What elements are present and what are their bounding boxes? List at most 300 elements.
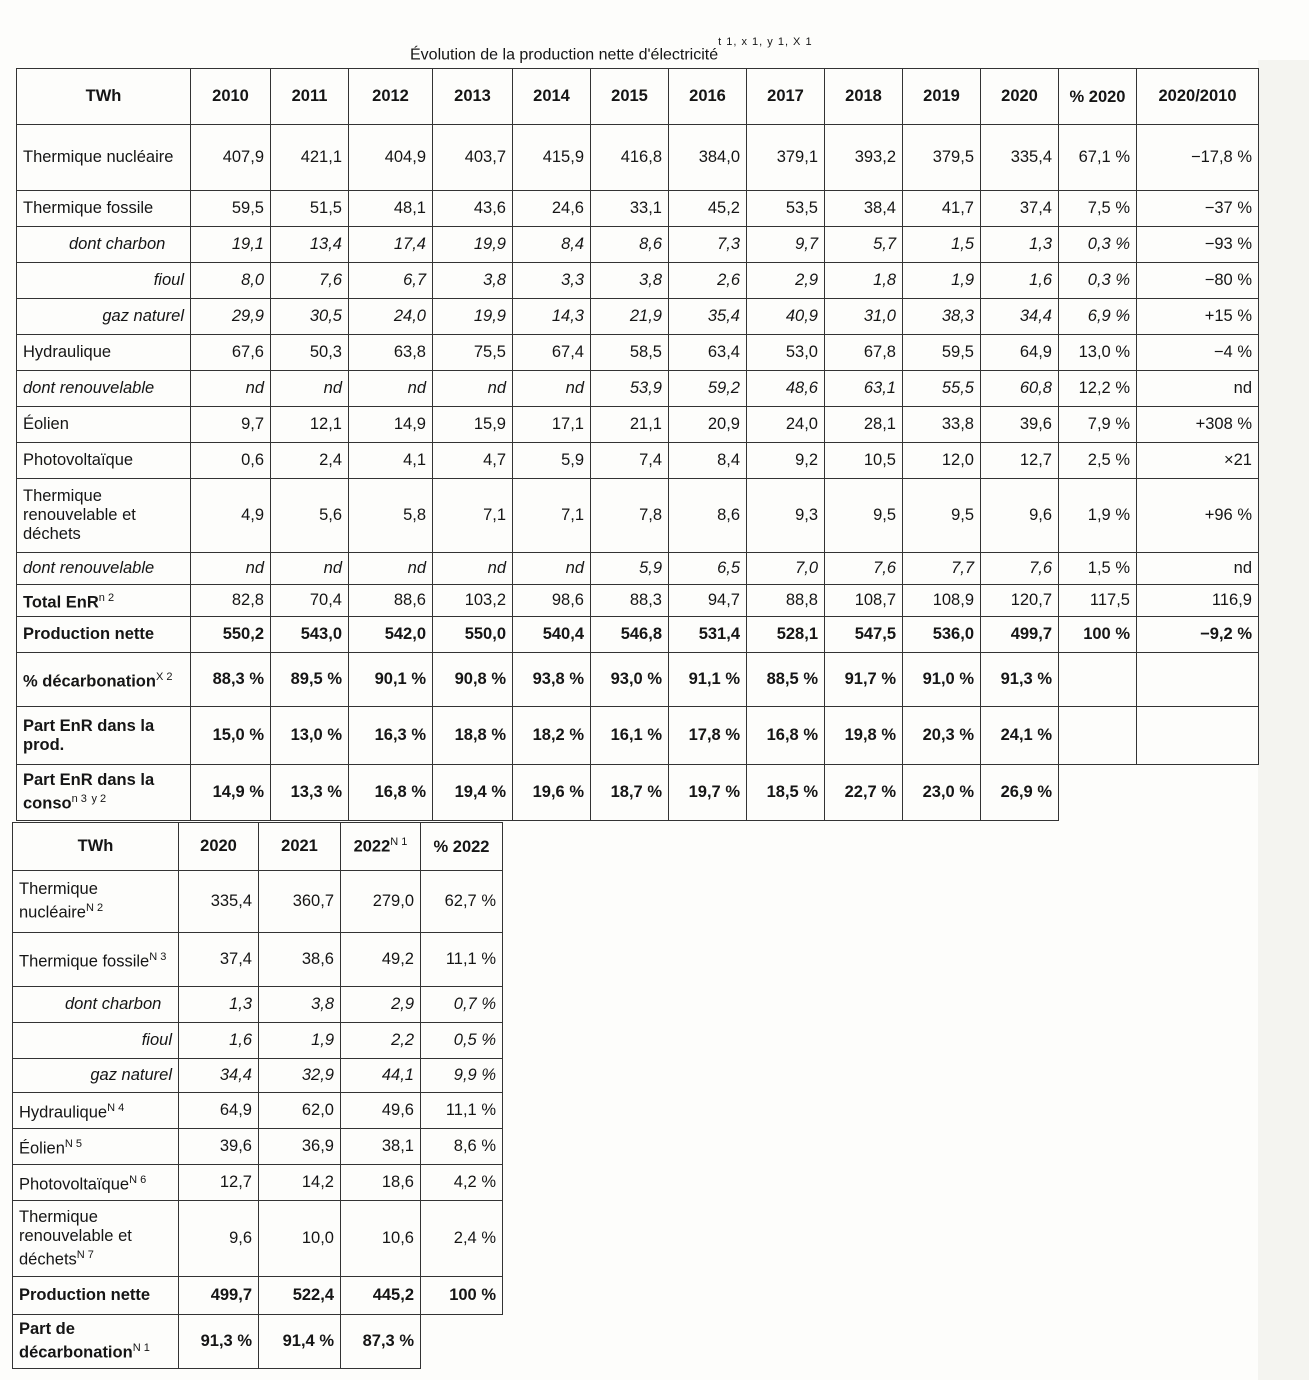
cell: nd — [433, 553, 513, 585]
cell: 28,1 — [825, 407, 903, 443]
cell: +308 % — [1137, 407, 1259, 443]
table-row — [17, 335, 1259, 371]
cell: 88,5 % — [747, 653, 825, 707]
cell: 10,5 — [825, 443, 903, 479]
cell: 528,1 — [747, 617, 825, 653]
cell: nd — [349, 553, 433, 585]
cell: 91,1 % — [669, 653, 747, 707]
cell: 59,5 — [903, 335, 981, 371]
row-label: gaz naturel — [17, 299, 191, 335]
cell: 21,1 — [591, 407, 669, 443]
blank-area — [1137, 765, 1259, 821]
col-header: 2016 — [669, 69, 747, 125]
cell: 1,5 % — [1059, 553, 1137, 585]
empty-cell — [421, 1315, 503, 1369]
table-row — [17, 191, 1259, 227]
cell: 88,6 — [349, 585, 433, 617]
cell: 43,6 — [433, 191, 513, 227]
cell: 49,6 — [341, 1093, 421, 1129]
cell: 20,3 % — [903, 707, 981, 765]
cell: 39,6 — [981, 407, 1059, 443]
table-row — [13, 1023, 503, 1059]
cell: nd — [1137, 371, 1259, 407]
table-row — [13, 933, 503, 987]
cell: +96 % — [1137, 479, 1259, 553]
cell: 93,8 % — [513, 653, 591, 707]
cell: 12,2 % — [1059, 371, 1137, 407]
cell: 63,8 — [349, 335, 433, 371]
cell: 379,1 — [747, 125, 825, 191]
cell: 0,3 % — [1059, 227, 1137, 263]
cell: 16,8 % — [747, 707, 825, 765]
cell: 41,7 — [903, 191, 981, 227]
row-label: Production nette — [13, 1277, 179, 1315]
cell: 9,7 — [747, 227, 825, 263]
cell: 51,5 — [271, 191, 349, 227]
cell: 7,6 — [981, 553, 1059, 585]
cell: 108,7 — [825, 585, 903, 617]
table-row — [13, 1165, 503, 1201]
cell: 421,1 — [271, 125, 349, 191]
row-note: N 1 — [132, 1342, 150, 1355]
cell: 1,3 — [179, 987, 259, 1023]
table-row — [13, 1093, 503, 1129]
table-row — [17, 707, 1259, 765]
cell: 24,1 % — [981, 707, 1059, 765]
table-title — [410, 36, 813, 64]
row-label — [13, 1093, 179, 1129]
cell: 17,4 — [349, 227, 433, 263]
cell: 12,1 — [271, 407, 349, 443]
col-header: 2020 — [981, 69, 1059, 125]
cell: 38,6 — [259, 933, 341, 987]
cell: nd — [513, 371, 591, 407]
cell: 8,6 — [669, 479, 747, 553]
cell: 14,9 % — [191, 765, 271, 821]
row-note: X 2 — [155, 670, 173, 683]
cell: 108,9 — [903, 585, 981, 617]
cell: 536,0 — [903, 617, 981, 653]
cell: 37,4 — [981, 191, 1059, 227]
cell: 36,9 — [259, 1129, 341, 1165]
cell: 19,9 — [433, 299, 513, 335]
cell: 45,2 — [669, 191, 747, 227]
cell: 60,8 — [981, 371, 1059, 407]
table-row — [17, 479, 1259, 553]
cell: 2,5 % — [1059, 443, 1137, 479]
cell: −93 % — [1137, 227, 1259, 263]
cell: 32,9 — [259, 1059, 341, 1093]
col-header: 2014 — [513, 69, 591, 125]
cell: 18,6 — [341, 1165, 421, 1201]
cell: 18,2 % — [513, 707, 591, 765]
row-label: Thermique nucléaire — [17, 125, 191, 191]
cell: −17,8 % — [1137, 125, 1259, 191]
cell: nd — [191, 553, 271, 585]
row-label-text: Thermique fossile — [19, 952, 150, 971]
cell: 5,9 — [513, 443, 591, 479]
cell: 1,8 — [825, 263, 903, 299]
cell: 7,0 — [747, 553, 825, 585]
row-label: gaz naturel — [13, 1059, 179, 1093]
table-row — [17, 585, 1259, 617]
cell: 8,4 — [513, 227, 591, 263]
page-margin-scan — [1258, 60, 1309, 1380]
cell: 17,8 % — [669, 707, 747, 765]
cell: 88,3 — [591, 585, 669, 617]
cell: 22,7 % — [825, 765, 903, 821]
cell: 58,5 — [591, 335, 669, 371]
table-row — [13, 1059, 503, 1093]
cell: 94,7 — [669, 585, 747, 617]
row-note: N 7 — [76, 1248, 94, 1261]
cell: 59,5 — [191, 191, 271, 227]
row-label-text: Thermique nucléaire — [19, 880, 98, 922]
cell: 8,4 — [669, 443, 747, 479]
col-header: % 2022 — [421, 823, 503, 871]
cell: 8,0 — [191, 263, 271, 299]
cell: 26,9 % — [981, 765, 1059, 821]
cell: 10,6 — [341, 1201, 421, 1277]
cell: 18,7 % — [591, 765, 669, 821]
table-row — [17, 765, 1259, 821]
col-header: 2020/2010 — [1137, 69, 1259, 125]
cell: 19,9 — [433, 227, 513, 263]
table-row — [13, 871, 503, 933]
cell: 29,9 — [191, 299, 271, 335]
cell: 31,0 — [825, 299, 903, 335]
cell: 7,8 — [591, 479, 669, 553]
table-row — [13, 1201, 503, 1277]
cell: 63,1 — [825, 371, 903, 407]
cell: 62,7 % — [421, 871, 503, 933]
cell: 67,6 — [191, 335, 271, 371]
row-note-2: y 2 — [91, 793, 107, 806]
blank-area — [1059, 765, 1137, 821]
cell: 0,5 % — [421, 1023, 503, 1059]
row-label — [13, 933, 179, 987]
cell: 48,6 — [747, 371, 825, 407]
cell: 9,3 — [747, 479, 825, 553]
cell: 93,0 % — [591, 653, 669, 707]
cell: 3,8 — [259, 987, 341, 1023]
row-label-text: Hydraulique — [19, 1103, 108, 1122]
cell: 1,6 — [981, 263, 1059, 299]
cell: 19,6 % — [513, 765, 591, 821]
cell: 18,5 % — [747, 765, 825, 821]
cell: 407,9 — [191, 125, 271, 191]
cell: 9,7 — [191, 407, 271, 443]
row-label — [13, 1165, 179, 1201]
cell: 19,4 % — [433, 765, 513, 821]
cell: 445,2 — [341, 1277, 421, 1315]
col-header-text: 2022 — [353, 837, 391, 856]
cell: 64,9 — [981, 335, 1059, 371]
cell: 6,7 — [349, 263, 433, 299]
row-label: Éolien — [17, 407, 191, 443]
cell: 1,9 % — [1059, 479, 1137, 553]
row-label: dont charbon — [13, 987, 179, 1023]
cell: 6,5 — [669, 553, 747, 585]
cell: 11,1 % — [421, 1093, 503, 1129]
cell: 38,4 — [825, 191, 903, 227]
cell: −80 % — [1137, 263, 1259, 299]
row-label-text: Photovoltaïque — [19, 1175, 130, 1194]
cell: 12,7 — [981, 443, 1059, 479]
cell: 91,0 % — [903, 653, 981, 707]
cell: 4,9 — [191, 479, 271, 553]
row-label — [17, 585, 191, 617]
cell: 499,7 — [981, 617, 1059, 653]
cell: 88,8 — [747, 585, 825, 617]
cell: 67,1 % — [1059, 125, 1137, 191]
cell: 50,3 — [271, 335, 349, 371]
table-row — [13, 1277, 503, 1315]
cell: 9,6 — [981, 479, 1059, 553]
cell: 14,9 — [349, 407, 433, 443]
row-note: N 4 — [107, 1101, 125, 1114]
cell: 16,8 % — [349, 765, 433, 821]
col-header: 2021 — [259, 823, 341, 871]
cell: 1,6 — [179, 1023, 259, 1059]
row-label: dont charbon — [17, 227, 191, 263]
cell: 38,1 — [341, 1129, 421, 1165]
cell: 1,9 — [903, 263, 981, 299]
cell: 14,3 — [513, 299, 591, 335]
cell: 7,4 — [591, 443, 669, 479]
cell: 9,9 % — [421, 1059, 503, 1093]
row-label — [13, 1201, 179, 1277]
table-row — [17, 227, 1259, 263]
cell: 0,7 % — [421, 987, 503, 1023]
cell: 540,4 — [513, 617, 591, 653]
cell: 53,0 — [747, 335, 825, 371]
col-header: 2019 — [903, 69, 981, 125]
cell: 30,5 — [271, 299, 349, 335]
col-header: 2017 — [747, 69, 825, 125]
table-row — [17, 443, 1259, 479]
cell: 100 % — [1059, 617, 1137, 653]
empty-cell — [1137, 653, 1259, 707]
cell: 531,4 — [669, 617, 747, 653]
table-row — [17, 371, 1259, 407]
row-label: Hydraulique — [17, 335, 191, 371]
cell: 13,0 % — [1059, 335, 1137, 371]
cell: 75,5 — [433, 335, 513, 371]
cell: 13,0 % — [271, 707, 349, 765]
cell: 543,0 — [271, 617, 349, 653]
col-header: 2012 — [349, 69, 433, 125]
cell: 550,0 — [433, 617, 513, 653]
cell: 2,9 — [747, 263, 825, 299]
cell: 384,0 — [669, 125, 747, 191]
row-label: Part EnR dans la prod. — [17, 707, 191, 765]
production-table-2010-2020 — [16, 68, 1259, 821]
cell: 12,7 — [179, 1165, 259, 1201]
row-label-text: Part EnR dans la conso — [23, 771, 155, 813]
cell: 3,3 — [513, 263, 591, 299]
cell: nd — [1137, 553, 1259, 585]
cell: 499,7 — [179, 1277, 259, 1315]
cell: −4 % — [1137, 335, 1259, 371]
cell: 279,0 — [341, 871, 421, 933]
row-label — [13, 1129, 179, 1165]
row-note: N 3 — [149, 950, 167, 963]
cell: 1,3 — [981, 227, 1059, 263]
cell: 90,8 % — [433, 653, 513, 707]
cell: 98,6 — [513, 585, 591, 617]
cell: 53,9 — [591, 371, 669, 407]
cell: 24,0 — [747, 407, 825, 443]
cell: 8,6 — [591, 227, 669, 263]
row-label: dont renouvelable — [17, 553, 191, 585]
col-header: 2018 — [825, 69, 903, 125]
cell: 44,1 — [341, 1059, 421, 1093]
cell: 7,6 — [271, 263, 349, 299]
row-note: n 2 — [98, 591, 115, 604]
row-label — [17, 765, 191, 821]
cell: 67,4 — [513, 335, 591, 371]
cell: 550,2 — [191, 617, 271, 653]
cell: 91,4 % — [259, 1315, 341, 1369]
row-note: N 2 — [85, 902, 104, 915]
cell: nd — [191, 371, 271, 407]
cell: 7,3 — [669, 227, 747, 263]
cell: 10,0 — [259, 1201, 341, 1277]
cell: 59,2 — [669, 371, 747, 407]
table-row — [13, 987, 503, 1023]
col-header: 2015 — [591, 69, 669, 125]
col-header: 2011 — [271, 69, 349, 125]
cell: 90,1 % — [349, 653, 433, 707]
cell: 19,1 — [191, 227, 271, 263]
row-label: fioul — [13, 1023, 179, 1059]
cell: 415,9 — [513, 125, 591, 191]
cell: nd — [271, 371, 349, 407]
cell: 3,8 — [433, 263, 513, 299]
cell: 23,0 % — [903, 765, 981, 821]
cell: 67,8 — [825, 335, 903, 371]
row-note: N 6 — [129, 1173, 147, 1186]
row-label-text: Éolien — [19, 1139, 65, 1158]
cell: 416,8 — [591, 125, 669, 191]
cell: 35,4 — [669, 299, 747, 335]
cell: 335,4 — [179, 871, 259, 933]
cell: 55,5 — [903, 371, 981, 407]
cell: 13,3 % — [271, 765, 349, 821]
cell: 117,5 — [1059, 585, 1137, 617]
cell: 522,4 — [259, 1277, 341, 1315]
cell: 16,1 % — [591, 707, 669, 765]
cell: nd — [271, 553, 349, 585]
row-label: Photovoltaïque — [17, 443, 191, 479]
cell: 89,5 % — [271, 653, 349, 707]
cell: 2,4 — [271, 443, 349, 479]
cell: 393,2 — [825, 125, 903, 191]
cell: 0,3 % — [1059, 263, 1137, 299]
cell: 9,6 — [179, 1201, 259, 1277]
cell: 91,3 % — [981, 653, 1059, 707]
cell: 2,2 — [341, 1023, 421, 1059]
cell: 82,8 — [191, 585, 271, 617]
cell: 21,9 — [591, 299, 669, 335]
empty-cell — [1059, 707, 1137, 765]
cell: 88,3 % — [191, 653, 271, 707]
cell: 87,3 % — [341, 1315, 421, 1369]
table-row — [13, 1315, 503, 1369]
cell: 70,4 — [271, 585, 349, 617]
col-header: 2013 — [433, 69, 513, 125]
cell: 3,8 — [591, 263, 669, 299]
cell: 4,2 % — [421, 1165, 503, 1201]
cell: 33,1 — [591, 191, 669, 227]
col-header: TWh — [13, 823, 179, 871]
cell: 64,9 — [179, 1093, 259, 1129]
cell: 17,1 — [513, 407, 591, 443]
table-row — [13, 1129, 503, 1165]
table-row — [17, 617, 1259, 653]
row-note: N 5 — [64, 1137, 82, 1150]
cell: 7,1 — [433, 479, 513, 553]
cell: 63,4 — [669, 335, 747, 371]
cell: 1,5 — [903, 227, 981, 263]
cell: 91,3 % — [179, 1315, 259, 1369]
cell: 13,4 — [271, 227, 349, 263]
cell: 404,9 — [349, 125, 433, 191]
row-label: dont renouvelable — [17, 371, 191, 407]
row-note: n 3 — [71, 793, 87, 806]
cell: 33,8 — [903, 407, 981, 443]
title-text: Évolution de la production nette d'électricité — [410, 46, 719, 64]
cell: 15,0 % — [191, 707, 271, 765]
cell: 49,2 — [341, 933, 421, 987]
cell: 9,5 — [825, 479, 903, 553]
cell: −37 % — [1137, 191, 1259, 227]
cell: 15,9 — [433, 407, 513, 443]
col-header: 2020 — [179, 823, 259, 871]
cell: 335,4 — [981, 125, 1059, 191]
cell: 120,7 — [981, 585, 1059, 617]
cell: 40,9 — [747, 299, 825, 335]
cell: 7,9 % — [1059, 407, 1137, 443]
header-row — [17, 69, 1259, 125]
cell: 7,1 — [513, 479, 591, 553]
header-note: N 1 — [390, 836, 408, 849]
cell: 38,3 — [903, 299, 981, 335]
row-label — [13, 1315, 179, 1369]
cell: 116,9 — [1137, 585, 1259, 617]
cell: 0,6 — [191, 443, 271, 479]
cell: 11,1 % — [421, 933, 503, 987]
cell: 34,4 — [179, 1059, 259, 1093]
cell: 7,7 — [903, 553, 981, 585]
col-header — [341, 823, 421, 871]
cell: 379,5 — [903, 125, 981, 191]
cell: 5,7 — [825, 227, 903, 263]
cell: nd — [433, 371, 513, 407]
cell: 18,8 % — [433, 707, 513, 765]
empty-cell — [1137, 707, 1259, 765]
cell: 9,2 — [747, 443, 825, 479]
table-row — [17, 263, 1259, 299]
cell: 1,9 — [259, 1023, 341, 1059]
cell: 91,7 % — [825, 653, 903, 707]
cell: +15 % — [1137, 299, 1259, 335]
cell: 6,9 % — [1059, 299, 1137, 335]
table-row — [17, 407, 1259, 443]
cell: 14,2 — [259, 1165, 341, 1201]
cell: nd — [513, 553, 591, 585]
